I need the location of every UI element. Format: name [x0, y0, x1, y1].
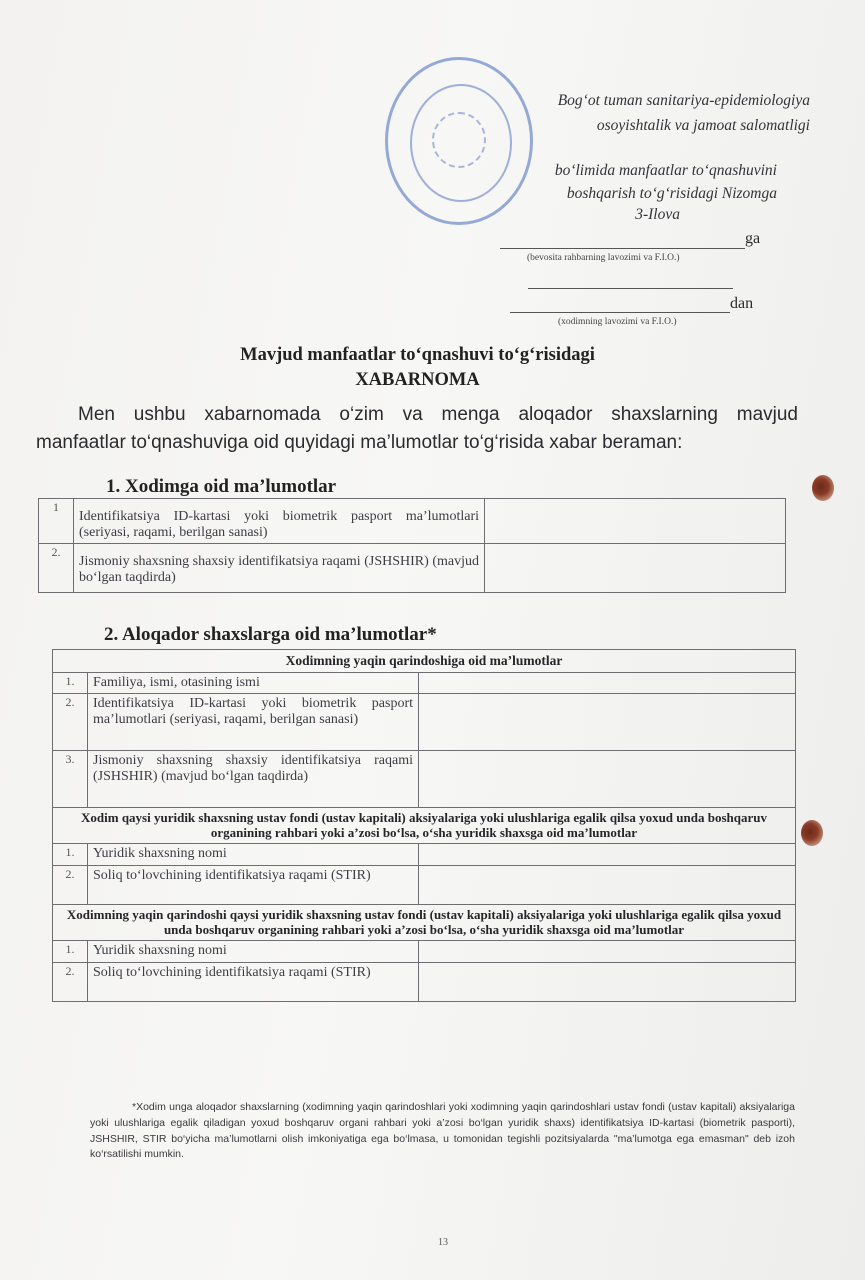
- row-value-field[interactable]: [419, 865, 796, 904]
- row-value-field[interactable]: [485, 499, 786, 544]
- table-row: [53, 693, 796, 750]
- from-caption: (xodimning lavozimi va F.I.O.): [558, 317, 677, 327]
- section-1-table: [38, 498, 786, 593]
- table-row: [53, 962, 796, 1001]
- row-value-field[interactable]: [419, 962, 796, 1001]
- row-label: Soliq to‘lovchining identifikatsiya raqami (STIR): [88, 865, 419, 904]
- row-label: Jismoniy shaxsning shaxsiy identifikatsiya raqami (JSHSHIR) (mavjud bo‘lgan taqdirda): [88, 750, 419, 807]
- header-line-5: 3-Ilova: [635, 206, 680, 223]
- page-number: 13: [438, 1237, 448, 1248]
- row-number: 1.: [53, 672, 88, 693]
- row-number: 2.: [53, 962, 88, 1001]
- row-value-field[interactable]: [419, 693, 796, 750]
- group-header-row: [53, 807, 796, 844]
- group-header-employee-entity: Xodim qaysi yuridik shaxsning ustav fondi (ustav kapitali) aksiyalariga yoki ulushlariga egalik qilsa yoxud unda boshqaruv organining rahbari yoki a’zosi bo‘lsa, o‘sha yuridik shaxsga oid ma’lumotlar: [53, 807, 796, 844]
- header-line-4: boshqarish to‘g‘risidagi Nizomga: [566, 185, 777, 202]
- from-suffix: dan: [730, 295, 754, 312]
- row-value-field[interactable]: [485, 544, 786, 593]
- table-row: [53, 865, 796, 904]
- row-label: Familiya, ismi, otasining ismi: [88, 672, 419, 693]
- group-header-relatives: Xodimning yaqin qarindoshiga oid ma’lumotlar: [53, 650, 796, 673]
- table-row: [53, 672, 796, 693]
- stamp-emblem-icon: [432, 112, 486, 168]
- row-number: 1.: [53, 844, 88, 865]
- to-name-line: [500, 248, 745, 249]
- document-title-xabarnoma: XABARNOMA: [355, 370, 480, 390]
- table-row: [39, 499, 786, 544]
- table-row: [39, 544, 786, 593]
- group-header-relative-entity: Xodimning yaqin qarindoshi qaysi yuridik shaxsning ustav fondi (ustav kapitali) aksiyalariga yoki ulushlariga egalik qilsa yoxud unda boshqaruv organining rahbari yoki a’zosi bo‘lsa, o‘sha yuridik shaxsga oid ma’lumotlar: [53, 904, 796, 941]
- to-caption: (bevosita rahbarning lavozimi va F.I.O.): [527, 253, 680, 263]
- row-label: Soliq to‘lovchining identifikatsiya raqami (STIR): [88, 962, 419, 1001]
- row-label: Yuridik shaxsning nomi: [88, 941, 419, 962]
- header-line-2: osoyishtalik va jamoat salomatligi: [596, 117, 810, 134]
- row-label: Identifikatsiya ID-kartasi yoki biometrik pasport ma’lumotlari (seriyasi, raqami, berilgan sanasi): [74, 499, 485, 544]
- intro-line-2: manfaatlar to‘qnashuviga oid quyidagi ma’lumotlar to‘g‘risida xabar beraman:: [36, 432, 683, 453]
- row-number: 2.: [53, 693, 88, 750]
- section-1-title: 1. Xodimga oid ma’lumotlar: [106, 476, 337, 497]
- row-label: Yuridik shaxsning nomi: [88, 844, 419, 865]
- row-number: 1: [39, 499, 74, 544]
- blank-line: [528, 288, 733, 289]
- official-stamp: [385, 57, 533, 225]
- table-row: [53, 941, 796, 962]
- table-row: [53, 844, 796, 865]
- row-number: 1.: [53, 941, 88, 962]
- from-name-line: [510, 312, 730, 313]
- table-row: [53, 750, 796, 807]
- footnote: *Xodim unga aloqador shaxslarning (xodimning yaqin qarindoshlari yoki xodimning yaqin qarindoshlari ustav fondi (ustav kapitali) aksiyalariga yoki ulushlariga egalik qiladigan yoxud boshqaruv organi rahbari yoki a’zosi bo‘lgan yuridik shaxs) identifikatsiya ID-kartasi (biometrik pasporti), JSHSHIR, STIR bo‘yicha ma’lumotlarni olish imkoniyatiga ega bo‘lmasa, u tomonidan tegishli pozitsiyalarda "ma’lumotga ega emasman" deb izoh ko‘rsatilishi mumkin.: [90, 1101, 795, 1161]
- row-value-field[interactable]: [419, 941, 796, 962]
- punch-hole-icon: [812, 475, 834, 501]
- row-value-field[interactable]: [419, 672, 796, 693]
- row-value-field[interactable]: [419, 750, 796, 807]
- row-number: 2.: [39, 544, 74, 593]
- row-number: 2.: [53, 865, 88, 904]
- row-number: 3.: [53, 750, 88, 807]
- row-value-field[interactable]: [419, 844, 796, 865]
- intro-line-1: Men ushbu xabarnomada o‘zim va menga aloqador shaxslarning mavjud: [78, 404, 798, 425]
- punch-hole-icon: [801, 820, 823, 846]
- row-label: Identifikatsiya ID-kartasi yoki biometrik pasport ma’lumotlari (seriyasi, raqami, berilgan sanasi): [88, 693, 419, 750]
- row-label: Jismoniy shaxsning shaxsiy identifikatsiya raqami (JSHSHIR) (mavjud bo‘lgan taqdirda): [74, 544, 485, 593]
- section-2-table: [52, 649, 796, 1002]
- header-line-1: Bog‘ot tuman sanitariya-epidemiologiya: [557, 92, 810, 109]
- document-title: Mavjud manfaatlar to‘qnashuvi to‘g‘risidagi: [240, 345, 595, 365]
- group-header-row: [53, 650, 796, 673]
- to-suffix: ga: [745, 230, 761, 247]
- group-header-row: [53, 904, 796, 941]
- section-2-title: 2. Aloqador shaxslarga oid ma’lumotlar*: [104, 624, 437, 645]
- header-line-3: bo‘limida manfaatlar to‘qnashuvini: [554, 162, 777, 179]
